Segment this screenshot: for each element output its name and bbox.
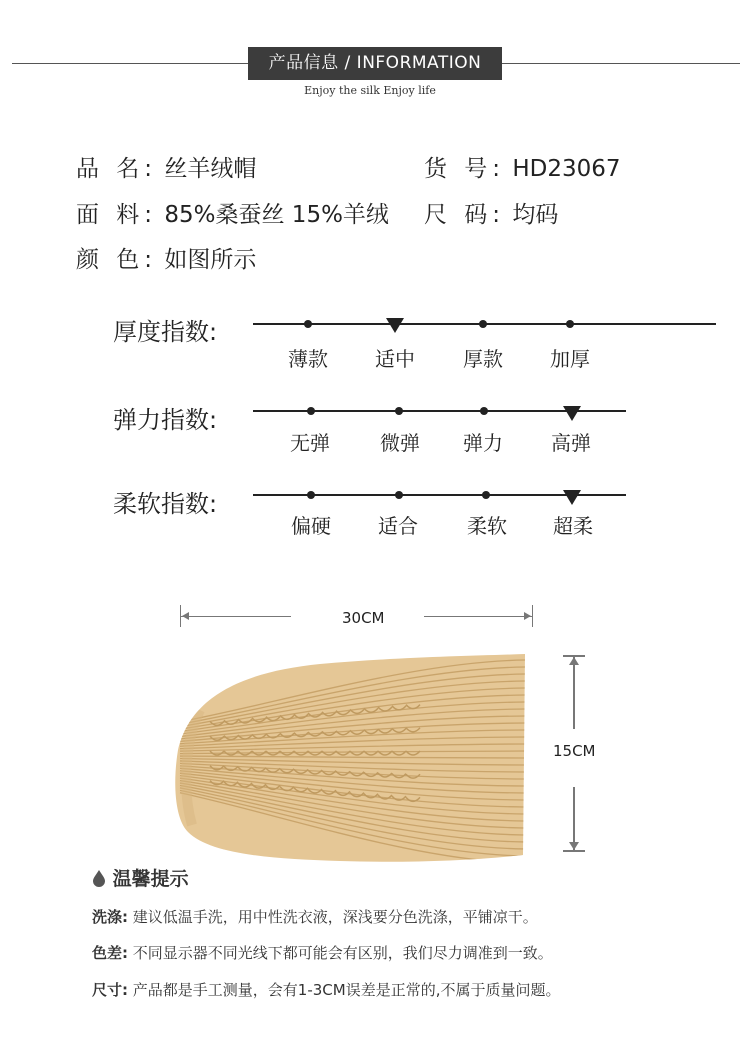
elasticity-index-label: 弹力指数: bbox=[113, 406, 218, 434]
tips-title bbox=[92, 864, 189, 891]
height-dimension-label: 15CM bbox=[553, 742, 596, 760]
elasticity-option-1: 微弹 bbox=[380, 431, 420, 455]
product-sku bbox=[424, 150, 621, 183]
product-sku-label: 货 号: bbox=[424, 156, 506, 182]
product-color-value: 如图所示 bbox=[164, 247, 257, 273]
elasticity-option-0: 无弹 bbox=[290, 431, 330, 455]
thickness-option-1: 适中 bbox=[375, 347, 415, 371]
tip-wash-text: 建议低温手洗，用中性洗衣液，深浅要分色洗涤，平铺凉干。 bbox=[132, 908, 538, 926]
width-dimension-line-right bbox=[424, 616, 532, 617]
softness-index-label: 柔软指数: bbox=[113, 490, 218, 518]
product-name bbox=[76, 150, 256, 183]
height-dimension-top-arrow bbox=[569, 657, 579, 665]
thickness-option-3: 加厚 bbox=[550, 347, 590, 371]
product-size-label: 尺 码: bbox=[424, 202, 506, 228]
height-dimension-bottom-tick bbox=[563, 850, 585, 852]
header-rule-right bbox=[502, 63, 740, 64]
header-rule-left bbox=[12, 63, 248, 64]
width-dimension-right-tick bbox=[532, 605, 533, 627]
section-title: 产品信息 / INFORMATION bbox=[248, 47, 502, 80]
softness-option-0: 偏硬 bbox=[291, 514, 331, 538]
thickness-option-0: 薄款 bbox=[288, 347, 328, 371]
tip-color-label: 色差: bbox=[92, 944, 128, 962]
tips-title-text: 温馨提示 bbox=[112, 868, 189, 890]
height-dimension-line-bottom bbox=[573, 787, 575, 850]
softness-marker-2 bbox=[482, 491, 490, 499]
thickness-index-label: 厚度指数: bbox=[113, 318, 218, 346]
tip-size bbox=[92, 979, 560, 1000]
thickness-marker-3 bbox=[566, 320, 574, 328]
product-name-label: 品 名: bbox=[76, 156, 158, 182]
softness-selected-marker bbox=[563, 490, 581, 505]
product-material-label: 面 料: bbox=[76, 202, 158, 228]
water-drop-icon bbox=[92, 869, 106, 887]
width-dimension-right-arrow bbox=[524, 612, 531, 620]
elasticity-option-2: 弹力 bbox=[463, 431, 503, 455]
tip-size-text: 产品都是手工测量，会有1-3CM误差是正常的,不属于质量问题。 bbox=[132, 981, 561, 999]
tip-wash bbox=[92, 906, 538, 927]
height-dimension-bottom-arrow bbox=[569, 842, 579, 850]
elasticity-marker-2 bbox=[480, 407, 488, 415]
product-size bbox=[424, 196, 558, 229]
thickness-marker-2 bbox=[479, 320, 487, 328]
product-sku-value: HD23067 bbox=[512, 156, 621, 182]
tip-wash-label: 洗涤: bbox=[92, 908, 128, 926]
thickness-option-2: 厚款 bbox=[463, 347, 503, 371]
elasticity-marker-0 bbox=[307, 407, 315, 415]
product-name-value: 丝羊绒帽 bbox=[164, 156, 257, 182]
product-material-value: 85%桑蚕丝 15%羊绒 bbox=[164, 202, 389, 228]
elasticity-marker-1 bbox=[395, 407, 403, 415]
product-color-label: 颜 色: bbox=[76, 247, 158, 273]
softness-option-1: 适合 bbox=[378, 514, 418, 538]
product-color bbox=[76, 241, 256, 274]
thickness-selected-marker bbox=[386, 318, 404, 333]
knit-beanie-illustration bbox=[170, 650, 540, 865]
width-dimension-left-arrow bbox=[182, 612, 189, 620]
width-dimension-line-left bbox=[181, 616, 291, 617]
product-size-value: 均码 bbox=[512, 202, 559, 228]
softness-marker-0 bbox=[307, 491, 315, 499]
height-dimension-line-top bbox=[573, 656, 575, 729]
section-subtitle: Enjoy the silk Enjoy life bbox=[304, 84, 436, 97]
softness-marker-1 bbox=[395, 491, 403, 499]
softness-option-2: 柔软 bbox=[467, 514, 507, 538]
tip-color bbox=[92, 942, 553, 963]
softness-option-3: 超柔 bbox=[553, 514, 593, 538]
elasticity-selected-marker bbox=[563, 406, 581, 421]
product-material bbox=[76, 196, 389, 229]
tip-size-label: 尺寸: bbox=[92, 981, 128, 999]
tip-color-text: 不同显示器不同光线下都可能会有区别，我们尽力调准到一致。 bbox=[132, 944, 553, 962]
thickness-marker-0 bbox=[304, 320, 312, 328]
elasticity-option-3: 高弹 bbox=[551, 431, 591, 455]
width-dimension-label: 30CM bbox=[342, 609, 385, 627]
